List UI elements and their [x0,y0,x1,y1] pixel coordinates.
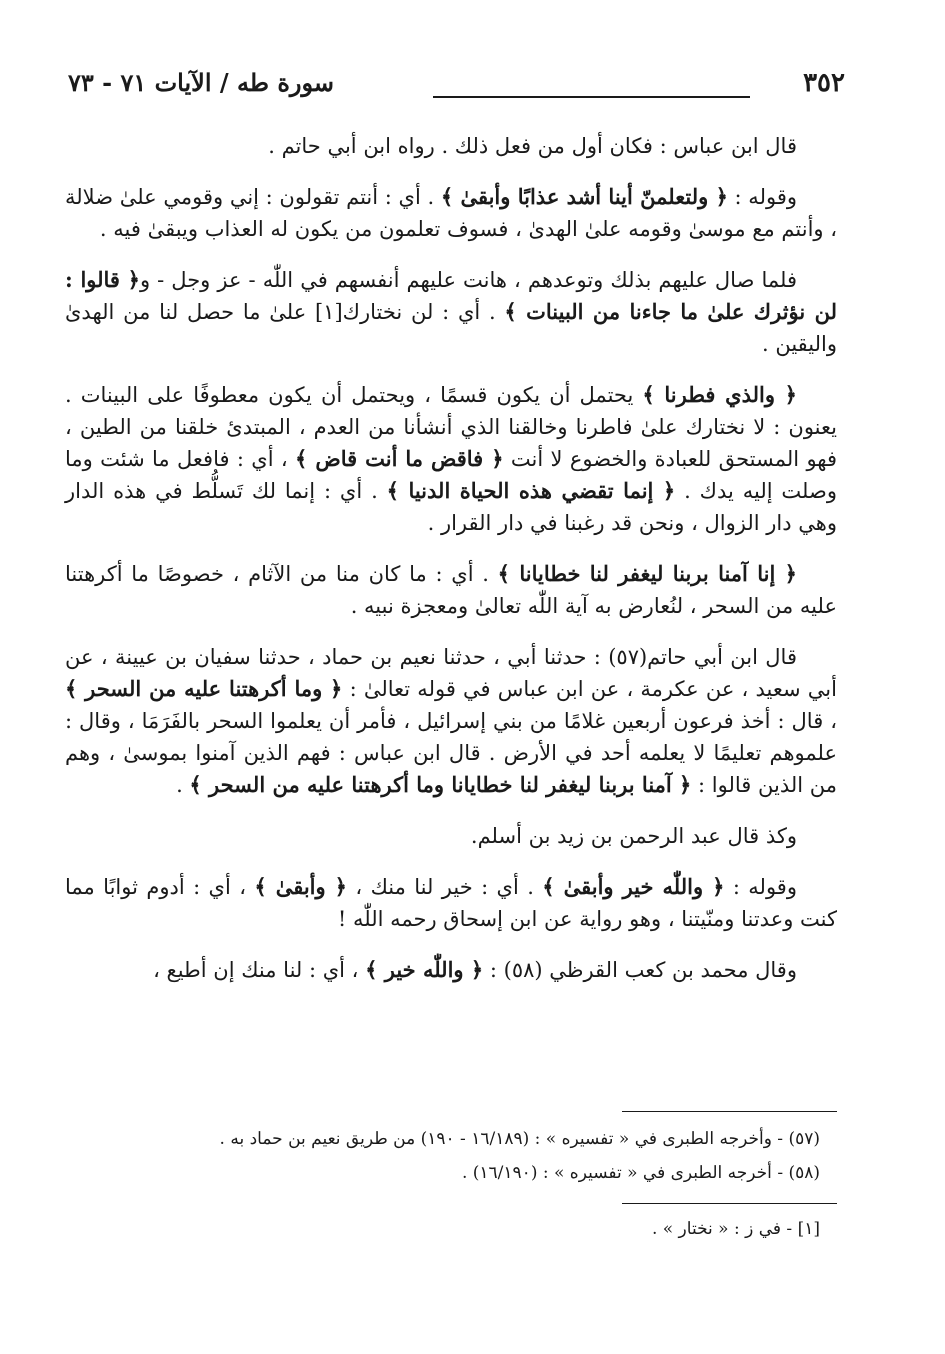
paragraph-9: وقال محمد بن كعب القرظي (٥٨) : ﴿ واللّٰه خير ﴾ ، أي : لنا منك إن أطيع ، [153,957,797,982]
quran-quote: ﴿ واللّٰه خير وأبقىٰ ﴾ [542,874,725,899]
paragraph-3: فلما صال عليهم بذلك وتوعدهم ، هانت عليهم أنفسهم في اللّٰه - عز وجل - و﴿ قالوا : لن نؤثرك علىٰ ما جاءنا من البينات ﴾ . أي : لن نختارك[١] علىٰ ما حصل لنا من الهدىٰ واليقين . [65,267,838,356]
quran-quote: ﴿ ولتعلمنّ أينا أشد عذابًا وأبقىٰ ﴾ [440,184,728,209]
paragraph-2: وقوله : ﴿ ولتعلمنّ أينا أشد عذابًا وأبقىٰ ﴾ . أي : أنتم تقولون : إني وقومي علىٰ ضلالة ، وأنتم مع موسىٰ وقومه علىٰ الهدىٰ ، فسوف تعلمون من يكون له العذاب ويبقىٰ فيه . [65,184,837,241]
quran-quote: ﴿ قالوا : لن نؤثرك علىٰ ما جاءنا من البينات ﴾ [65,267,838,324]
quran-quote: ﴿ واللّٰه خير ﴾ [365,957,484,982]
quran-quote: ﴿ فاقض ما أنت قاض ﴾ [295,446,504,471]
page-header [68,56,845,106]
quran-quote: ﴿ والذي فطرنا ﴾ [642,382,797,407]
paragraph-1: قال ابن عباس : فكان أول من فعل ذلك . رواه ابن أبي حاتم . [268,134,797,158]
editor-note: [١] - في ز : « نختار » . [651,1219,820,1239]
quran-quote: ﴿ إنا آمنا بربنا ليغفر لنا خطايانا ﴾ [497,561,797,586]
paragraph-8: وقوله : ﴿ واللّٰه خير وأبقىٰ ﴾ . أي : خير لنا منك ، ﴿ وأبقىٰ ﴾ ، أي : أدوم ثوابًا مما كنت وعدتنا ومنّيتنا ، وهو رواية عن ابن إسحاق رحمه اللّٰه ! [65,874,837,931]
paragraph-7: وكذ قال عبد الرحمن بن زيد بن أسلم. [470,824,797,848]
quran-quote: ﴿ وأبقىٰ ﴾ [254,874,347,899]
quran-quote: ﴿ آمنا بربنا ليغفر لنا خطايانا وما أكرهتنا عليه من السحر ﴾ [189,772,692,797]
header-rule [433,96,750,98]
quran-quote: ﴿ إنما تقضي هذه الحياة الدنيا ﴾ [386,478,676,503]
footnote-58: (٥٨) - أخرجه الطبرى في « تفسيره » : (١٦/١٩٠) . [461,1163,820,1183]
surah-title: سورة طه / الآيات ٧١ - ٧٣ [68,68,335,97]
editor-note-rule [622,1203,837,1204]
paragraph-5: ﴿ إنا آمنا بربنا ليغفر لنا خطايانا ﴾ . أي : ما كان منا من الآثام ، خصوصًا ما أكرهتنا عليه من السحر ، لنُعارض به آية اللّٰه تعالىٰ ومعجزة نبيه . [65,561,837,618]
paragraph-6: قال ابن أبي حاتم(٥٧) : حدثنا أبي ، حدثنا نعيم بن حماد ، حدثنا سفيان بن عيينة ، عن أبي سعيد ، عن عكرمة ، عن ابن عباس في قوله تعالىٰ : ﴿ وما أكرهتنا عليه من السحر ﴾ ، قال : أخذ فرعون أربعين غلامًا من بني إسرائيل ، فأمر أن يعلموا السحر بالفَرَمَا ، وقال : علموهم تعليمًا لا يعلمه أحد في الأرض . قال ابن عباس : فهم الذين آمنوا بموسىٰ ، وهم من الذين قالوا : ﴿ آمنا بربنا ليغفر لنا خطايانا وما أكرهتنا عليه من السحر ﴾ . [65,645,837,797]
footnotes [120,1122,820,1190]
quran-quote: ﴿ وما أكرهتنا عليه من السحر ﴾ [65,676,343,701]
main-text [65,130,837,1005]
footnote-rule [622,1111,837,1112]
footnote-57: (٥٧) - وأخرجه الطبرى في « تفسيره » : (١٦/١٨٩ - ١٩٠) من طريق نعيم بن حماد به . [219,1129,820,1149]
paragraph-4: ﴿ والذي فطرنا ﴾ يحتمل أن يكون قسمًا ، ويحتمل أن يكون معطوفًا على البينات . يعنون : لا نختارك علىٰ فاطرنا وخالقنا الذي أنشأنا من العدم ، المبتدئ خلقنا من الطين ، فهو المستحق للعبادة والخضوع لا أنت ﴿ فاقض ما أنت قاض ﴾ ، أي : فافعل ما شئت وما وصلت إليه يدك . ﴿ إنما تقضي هذه الحياة الدنيا ﴾ . أي : إنما لك تَسلُّط في هذه الدار وهي دار الزوال ، ونحن قد رغبنا في دار القرار . [65,382,838,535]
page-number: ٣٥٢ [803,68,845,98]
